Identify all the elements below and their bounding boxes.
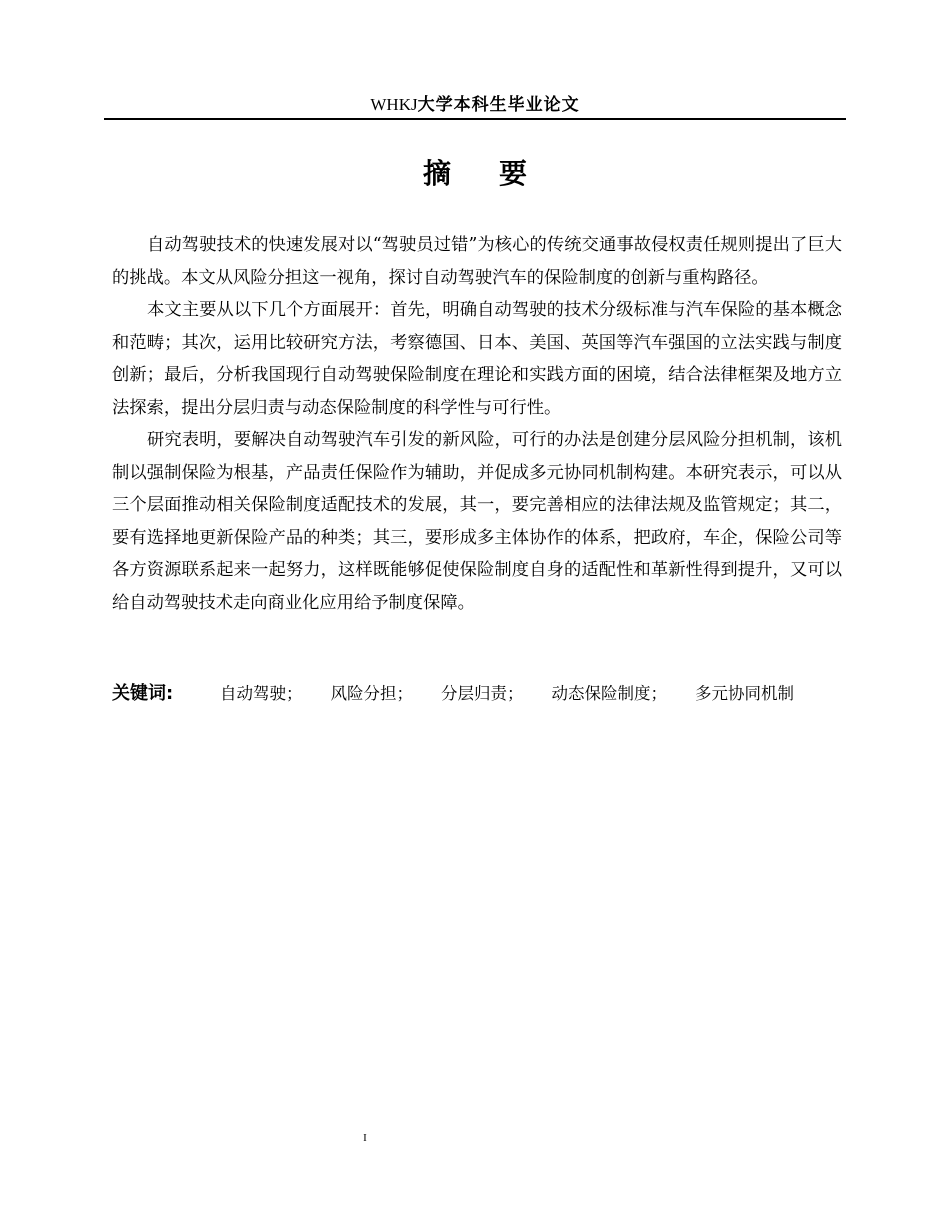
abstract-body [112,229,842,619]
header-divider [104,118,846,120]
abstract-paragraph-2: 本文主要从以下几个方面展开：首先，明确自动驾驶的技术分级标准与汽车保险的基本概念和范畴；其次，运用比较研究方法，考察德国、日本、美国、英国等汽车强国的立法实践与制度创新；最后，分析我国现行自动驾驶保险制度在理论和实践方面的困境，结合法律框架及地方立法探索，提出分层归责与动态保险制度的科学性与可行性。 [112,300,842,418]
keyword-item: 动态保险制度； [551,684,667,703]
page-number: I [363,1132,367,1144]
running-header [104,92,846,118]
abstract-title: 摘要 [422,157,575,190]
keywords-label: 关键词: [112,683,174,704]
abstract-paragraph-1: 自动驾驶技术的快速发展对以“驾驶员过错”为核心的传统交通事故侵权责任规则提出了巨大的挑战。本文从风险分担这一视角，探讨自动驾驶汽车的保险制度的创新与重构路径。 [112,235,842,288]
header-thesis-type: 大学本科生毕业论文 [417,95,580,115]
abstract-paragraph-3: 研究表明，要解决自动驾驶汽车引发的新风险，可行的办法是创建分层风险分担机制，该机制以强制保险为根基，产品责任保险作为辅助，并促成多元协同机制构建。本研究表示，可以从三个层面推动相关保险制度适配技术的发展，其一，要完善相应的法律法规及监管规定；其二，要有选择地更新保险产品的种类；其三，要形成多主体协作的体系，把政府，车企，保险公司等各方资源联系起来一起努力，这样既能够促使保险制度自身的适配性和革新性得到提升，又可以给自动驾驶技术走向商业化应用给予制度保障。 [112,430,842,613]
keyword-item: 自动驾驶； [220,684,303,703]
keyword-item: 风险分担； [330,684,413,703]
header-school-code: WHKJ [370,95,418,114]
keyword-item: 多元协同机制 [695,684,794,703]
keyword-item: 分层归责； [441,684,524,703]
keywords-line [112,676,842,708]
